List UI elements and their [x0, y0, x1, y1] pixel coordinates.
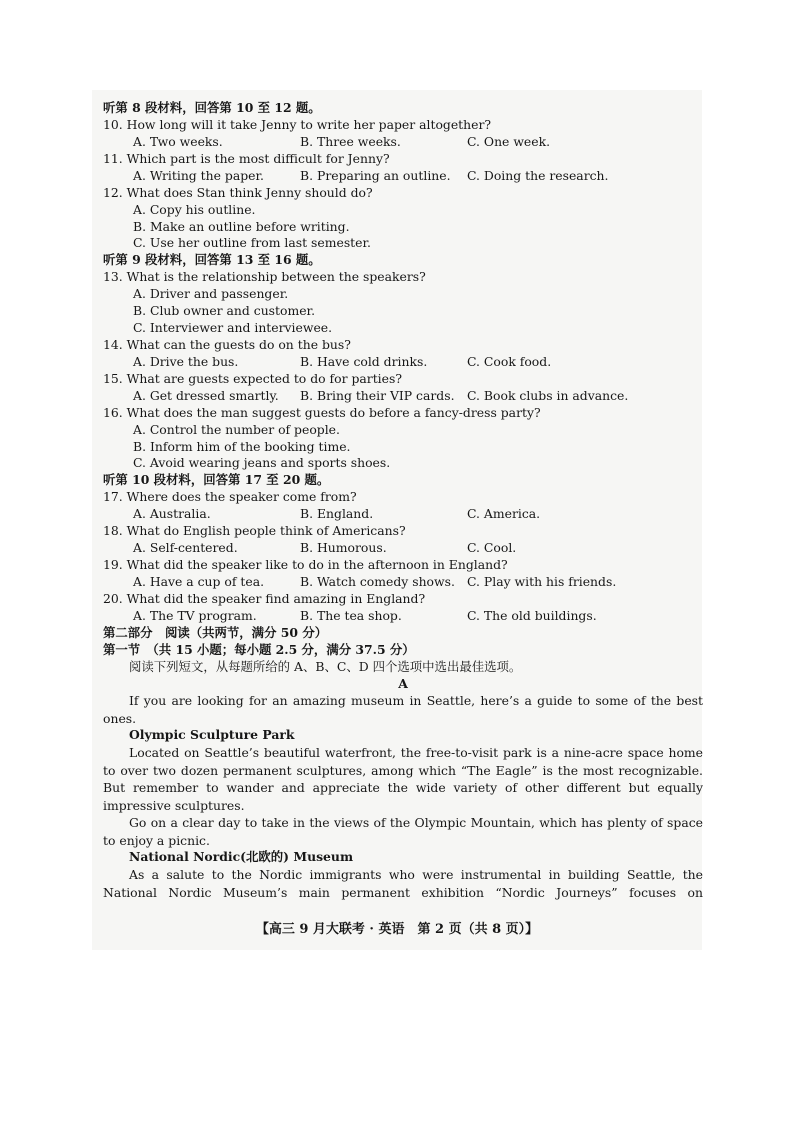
question-18: 18. What do English people think of Americans?	[103, 523, 406, 539]
option-c: C. Avoid wearing jeans and sports shoes.	[133, 455, 391, 471]
question-11: 11. Which part is the most difficult for Jenny?	[103, 150, 390, 166]
paragraph: Go on a clear day to take in the views of the Olympic Mountain, which has plenty of space to enjoy a picnic.	[103, 815, 703, 848]
page-footer: 【高三 9 月大联考 · 英语 第 2 页（共 8 页）】	[255, 922, 539, 937]
option-b: B. Humorous.	[300, 540, 387, 556]
exam-page	[103, 100, 703, 901]
option-c: C. Cool.	[467, 540, 517, 556]
paragraph: Located on Seattle’s beautiful waterfront, the free-to-visit park is a nine-acre space home to over two dozen permanent sculptures, among which “The Eagle” is the most recognizable. But remember to wander and appreciate the wide variety of other different but equally impressive sculptures.	[103, 745, 703, 813]
option-c: C. Cook food.	[467, 353, 552, 369]
option-a: A. Driver and passenger.	[133, 286, 289, 302]
options-row	[103, 506, 703, 523]
option-a: A. Drive the bus.	[133, 353, 239, 369]
option-b: B. The tea shop.	[300, 607, 402, 623]
option-a: A. Get dressed smartly.	[133, 387, 279, 403]
question-19: 19. What did the speaker like to do in the afternoon in England?	[103, 557, 508, 573]
option-b: B. Inform him of the booking time.	[133, 438, 351, 454]
section-heading-nordic: National Nordic(北欧的) Museum	[129, 849, 354, 865]
listening-intro-10: 听第 10 段材料，回答第 17 至 20 题。	[103, 472, 330, 488]
options-row	[103, 134, 703, 151]
options-row	[103, 388, 703, 405]
listening-intro-8: 听第 8 段材料，回答第 10 至 12 题。	[103, 100, 321, 115]
question-17: 17. Where does the speaker come from?	[103, 489, 357, 505]
option-b: B. England.	[300, 506, 374, 522]
option-c: C. The old buildings.	[467, 607, 597, 623]
options-row	[103, 574, 703, 591]
part-two-title: 第二部分 阅读（共两节，满分 50 分）	[103, 624, 328, 640]
question-20: 20. What did the speaker find amazing in England?	[103, 590, 426, 606]
question-13: 13. What is the relationship between the speakers?	[103, 269, 426, 285]
option-c: C. One week.	[467, 133, 551, 149]
option-b: B. Bring their VIP cards.	[300, 387, 455, 403]
option-b: B. Club owner and customer.	[133, 303, 316, 319]
reading-instruction: 阅读下列短文，从每题所给的 A、B、C、D 四个选项中选出最佳选项。	[129, 658, 522, 674]
section-one-title: 第一节 （共 15 小题；每小题 2.5 分，满分 37.5 分）	[103, 641, 415, 657]
option-c: C. Doing the research.	[467, 167, 609, 183]
option-c: C. Use her outline from last semester.	[133, 235, 371, 251]
option-a: A. Australia.	[133, 506, 211, 522]
option-b: B. Watch comedy shows.	[300, 573, 455, 589]
option-c: C. Interviewer and interviewee.	[133, 319, 333, 335]
options-row	[103, 540, 703, 557]
option-a: A. Two weeks.	[133, 133, 223, 149]
paragraph: As a salute to the Nordic immigrants who were instrumental in building Seattle, the National Nordic Museum’s main permanent exhibition “Nordic Journeys” focuses on	[103, 867, 703, 900]
option-a: A. The TV program.	[133, 607, 257, 623]
passage-label: A	[398, 675, 408, 691]
option-b: B. Preparing an outline.	[300, 167, 451, 183]
section-heading-olympic: Olympic Sculpture Park	[129, 727, 295, 743]
option-c: C. Book clubs in advance.	[467, 387, 629, 403]
option-a: A. Self-centered.	[133, 540, 238, 556]
option-a: A. Have a cup of tea.	[133, 573, 265, 589]
option-c: C. Play with his friends.	[467, 573, 617, 589]
question-15: 15. What are guests expected to do for parties?	[103, 370, 402, 386]
option-b: B. Three weeks.	[300, 133, 401, 149]
question-10: 10. How long will it take Jenny to write her paper altogether?	[103, 116, 492, 132]
question-14: 14. What can the guests do on the bus?	[103, 336, 351, 352]
listening-intro-9: 听第 9 段材料，回答第 13 至 16 题。	[103, 252, 321, 268]
option-a: A. Writing the paper.	[133, 167, 264, 183]
options-row	[103, 354, 703, 371]
question-12: 12. What does Stan think Jenny should do?	[103, 184, 373, 200]
option-b: B. Have cold drinks.	[300, 353, 428, 369]
option-a: A. Control the number of people.	[133, 421, 340, 437]
options-row	[103, 168, 703, 185]
option-a: A. Copy his outline.	[133, 201, 256, 217]
question-16: 16. What does the man suggest guests do before a fancy-dress party?	[103, 404, 541, 420]
options-row	[103, 608, 703, 625]
option-b: B. Make an outline before writing.	[133, 218, 350, 234]
passage-intro: If you are looking for an amazing museum in Seattle, here’s a guide to some of the best ones.	[103, 693, 703, 726]
option-c: C. America.	[467, 506, 541, 522]
